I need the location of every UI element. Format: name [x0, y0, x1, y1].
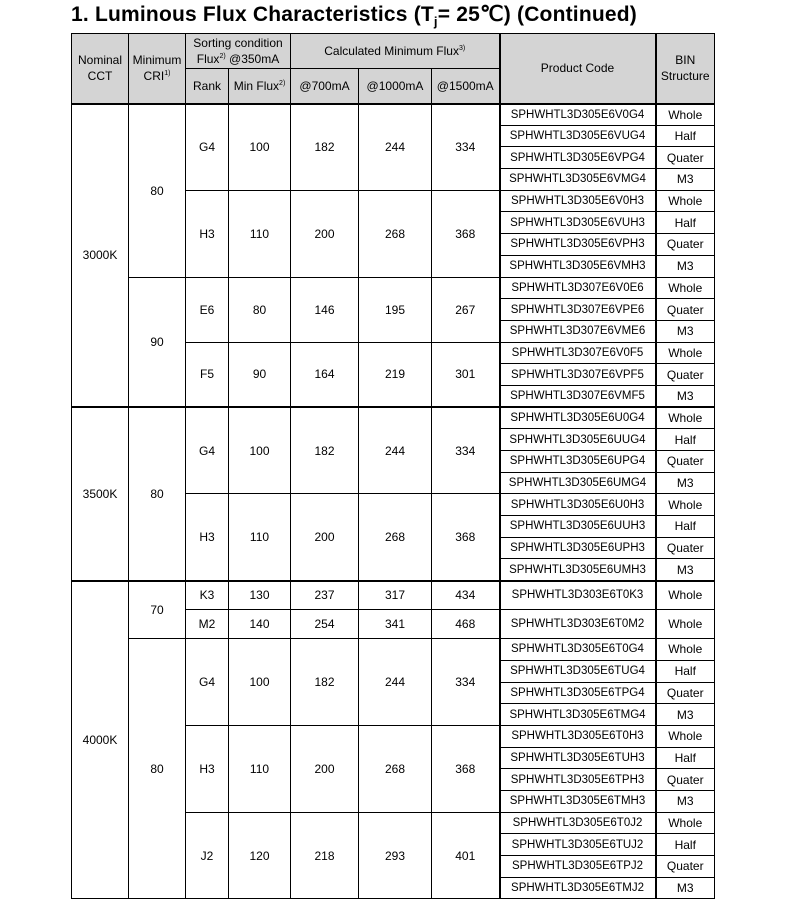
product-code-cell: SPHWHTL3D305E6U0G4	[500, 407, 656, 429]
bin-structure-cell: M3	[656, 169, 715, 191]
flux-1000ma-cell: 244	[359, 407, 432, 494]
min-flux-cell: 140	[229, 610, 291, 639]
min-flux-cell: 100	[229, 639, 291, 726]
bin-structure-cell: Quater	[656, 147, 715, 169]
product-code-cell: SPHWHTL3D305E6UUG4	[500, 429, 656, 451]
bin-structure-cell: Whole	[656, 725, 715, 747]
flux-1500ma-cell: 301	[432, 342, 500, 407]
bin-structure-cell: Half	[656, 660, 715, 682]
nominal-cct-cell: 3500K	[72, 407, 129, 581]
rank-cell: G4	[186, 407, 229, 494]
product-code-cell: SPHWHTL3D305E6VMH3	[500, 255, 656, 277]
flux-1500ma-cell: 334	[432, 407, 500, 494]
flux-700ma-cell: 146	[291, 277, 359, 342]
flux-700ma-cell: 200	[291, 190, 359, 277]
header-calculated-minimum-flux: Calculated Minimum Flux$^{3)}$	[291, 34, 500, 69]
bin-structure-cell: Quater	[656, 856, 715, 878]
flux-1000ma-cell: 317	[359, 581, 432, 610]
minimum-cri-cell: 80	[129, 639, 186, 899]
product-code-cell: SPHWHTL3D307E6V0E6	[500, 277, 656, 299]
bin-structure-cell: Whole	[656, 190, 715, 212]
rank-cell: H3	[186, 725, 229, 812]
bin-structure-cell: M3	[656, 704, 715, 726]
flux-1000ma-cell: 195	[359, 277, 432, 342]
flux-1500ma-cell: 368	[432, 725, 500, 812]
min-flux-cell: 110	[229, 494, 291, 581]
luminous-flux-table	[71, 33, 715, 899]
flux-1000ma-cell: 341	[359, 610, 432, 639]
rank-cell: G4	[186, 104, 229, 191]
bin-structure-cell: Whole	[656, 812, 715, 834]
product-code-cell: SPHWHTL3D305E6V0G4	[500, 104, 656, 126]
bin-structure-cell: Whole	[656, 277, 715, 299]
minimum-cri-cell: 70	[129, 581, 186, 639]
minimum-cri-cell: 90	[129, 277, 186, 407]
product-code-cell: SPHWHTL3D305E6T0J2	[500, 812, 656, 834]
flux-1500ma-cell: 267	[432, 277, 500, 342]
flux-1000ma-cell: 268	[359, 190, 432, 277]
flux-1000ma-cell: 244	[359, 639, 432, 726]
bin-structure-cell: M3	[656, 385, 715, 407]
bin-structure-cell: M3	[656, 559, 715, 581]
flux-1500ma-cell: 334	[432, 639, 500, 726]
flux-700ma-cell: 237	[291, 581, 359, 610]
flux-1500ma-cell: 468	[432, 610, 500, 639]
bin-structure-cell: Half	[656, 834, 715, 856]
product-code-cell: SPHWHTL3D303E6T0K3	[500, 581, 656, 610]
rank-cell: F5	[186, 342, 229, 407]
bin-structure-cell: M3	[656, 320, 715, 342]
table-row	[72, 407, 715, 429]
flux-700ma-cell: 200	[291, 725, 359, 812]
bin-structure-cell: M3	[656, 255, 715, 277]
product-code-cell: SPHWHTL3D305E6TUJ2	[500, 834, 656, 856]
flux-1000ma-cell: 293	[359, 812, 432, 899]
nominal-cct-cell: 3000K	[72, 104, 129, 408]
rank-cell: E6	[186, 277, 229, 342]
min-flux-cell: 90	[229, 342, 291, 407]
flux-700ma-cell: 218	[291, 812, 359, 899]
product-code-cell: SPHWHTL3D305E6TMG4	[500, 704, 656, 726]
bin-structure-cell: Quater	[656, 234, 715, 256]
rank-cell: H3	[186, 494, 229, 581]
flux-700ma-cell: 164	[291, 342, 359, 407]
min-flux-cell: 100	[229, 407, 291, 494]
table-row	[72, 104, 715, 126]
table-row	[72, 639, 715, 661]
product-code-cell: SPHWHTL3D305E6UPH3	[500, 537, 656, 559]
product-code-cell: SPHWHTL3D305E6TUG4	[500, 660, 656, 682]
min-flux-cell: 120	[229, 812, 291, 899]
min-flux-cell: 80	[229, 277, 291, 342]
page-title: 1. Luminous Flux Characteristics ($T_j=$ 25℃) (Continued)	[71, 3, 637, 30]
flux-1500ma-cell: 368	[432, 190, 500, 277]
product-code-cell: SPHWHTL3D305E6T0G4	[500, 639, 656, 661]
bin-structure-cell: Half	[656, 429, 715, 451]
rank-cell: M2	[186, 610, 229, 639]
header-minimum-cri: Minimum CRI$^{1)}$	[129, 34, 186, 104]
flux-1000ma-cell: 268	[359, 494, 432, 581]
flux-1500ma-cell: 434	[432, 581, 500, 610]
min-flux-cell: 100	[229, 104, 291, 191]
rank-cell: J2	[186, 812, 229, 899]
flux-1500ma-cell: 334	[432, 104, 500, 191]
product-code-cell: SPHWHTL3D305E6UMH3	[500, 559, 656, 581]
flux-700ma-cell: 182	[291, 639, 359, 726]
flux-1500ma-cell: 368	[432, 494, 500, 581]
header-min-flux: Min Flux$^{2)}$	[229, 69, 291, 104]
bin-structure-cell: Whole	[656, 407, 715, 429]
rank-cell: G4	[186, 639, 229, 726]
header-bin-structure: BIN Structure	[656, 34, 715, 104]
bin-structure-cell: Whole	[656, 610, 715, 639]
min-flux-cell: 130	[229, 581, 291, 610]
flux-1000ma-cell: 244	[359, 104, 432, 191]
table-row	[72, 277, 715, 299]
product-code-cell: SPHWHTL3D305E6TMH3	[500, 790, 656, 812]
header-700ma: @700mA	[291, 69, 359, 104]
bin-structure-cell: Quater	[656, 299, 715, 321]
table-row	[72, 581, 715, 610]
product-code-cell: SPHWHTL3D305E6VPG4	[500, 147, 656, 169]
product-code-cell: SPHWHTL3D305E6VUG4	[500, 125, 656, 147]
minimum-cri-cell: 80	[129, 104, 186, 278]
product-code-cell: SPHWHTL3D305E6UUH3	[500, 516, 656, 538]
header-1000ma: @1000mA	[359, 69, 432, 104]
flux-1000ma-cell: 268	[359, 725, 432, 812]
product-code-cell: SPHWHTL3D305E6UMG4	[500, 472, 656, 494]
product-code-cell: SPHWHTL3D305E6U0H3	[500, 494, 656, 516]
product-code-cell: SPHWHTL3D307E6VMF5	[500, 385, 656, 407]
bin-structure-cell: Quater	[656, 682, 715, 704]
rank-cell: K3	[186, 581, 229, 610]
flux-700ma-cell: 182	[291, 104, 359, 191]
bin-structure-cell: Quater	[656, 364, 715, 386]
product-code-cell: SPHWHTL3D305E6V0H3	[500, 190, 656, 212]
product-code-cell: SPHWHTL3D305E6VMG4	[500, 169, 656, 191]
minimum-cri-cell: 80	[129, 407, 186, 581]
rank-cell: H3	[186, 190, 229, 277]
min-flux-cell: 110	[229, 725, 291, 812]
product-code-cell: SPHWHTL3D305E6VPH3	[500, 234, 656, 256]
product-code-cell: SPHWHTL3D305E6TMJ2	[500, 877, 656, 899]
product-code-cell: SPHWHTL3D303E6T0M2	[500, 610, 656, 639]
min-flux-cell: 110	[229, 190, 291, 277]
header-rank: Rank	[186, 69, 229, 104]
product-code-cell: SPHWHTL3D305E6UPG4	[500, 451, 656, 473]
product-code-cell: SPHWHTL3D305E6TPJ2	[500, 856, 656, 878]
bin-structure-cell: Whole	[656, 581, 715, 610]
product-code-cell: SPHWHTL3D305E6VUH3	[500, 212, 656, 234]
bin-structure-cell: Half	[656, 125, 715, 147]
bin-structure-cell: M3	[656, 472, 715, 494]
bin-structure-cell: Whole	[656, 639, 715, 661]
header-sorting-condition: Sorting condition Flux$^{2)}$ @350mA	[186, 34, 291, 69]
bin-structure-cell: Whole	[656, 104, 715, 126]
product-code-cell: SPHWHTL3D307E6VME6	[500, 320, 656, 342]
header-product-code: Product Code	[500, 34, 656, 104]
flux-700ma-cell: 182	[291, 407, 359, 494]
flux-700ma-cell: 254	[291, 610, 359, 639]
product-code-cell: SPHWHTL3D305E6T0H3	[500, 725, 656, 747]
bin-structure-cell: Half	[656, 212, 715, 234]
product-code-cell: SPHWHTL3D305E6TUH3	[500, 747, 656, 769]
product-code-cell: SPHWHTL3D305E6TPG4	[500, 682, 656, 704]
header-nominal-cct: Nominal CCT	[72, 34, 129, 104]
bin-structure-cell: Whole	[656, 342, 715, 364]
product-code-cell: SPHWHTL3D305E6TPH3	[500, 769, 656, 791]
bin-structure-cell: Half	[656, 516, 715, 538]
bin-structure-cell: M3	[656, 790, 715, 812]
flux-700ma-cell: 200	[291, 494, 359, 581]
product-code-cell: SPHWHTL3D307E6V0F5	[500, 342, 656, 364]
bin-structure-cell: Quater	[656, 769, 715, 791]
product-code-cell: SPHWHTL3D307E6VPE6	[500, 299, 656, 321]
product-code-cell: SPHWHTL3D307E6VPF5	[500, 364, 656, 386]
nominal-cct-cell: 4000K	[72, 581, 129, 899]
flux-1000ma-cell: 219	[359, 342, 432, 407]
flux-1500ma-cell: 401	[432, 812, 500, 899]
header-1500ma: @1500mA	[432, 69, 500, 104]
bin-structure-cell: Quater	[656, 451, 715, 473]
bin-structure-cell: Half	[656, 747, 715, 769]
bin-structure-cell: M3	[656, 877, 715, 899]
bin-structure-cell: Whole	[656, 494, 715, 516]
bin-structure-cell: Quater	[656, 537, 715, 559]
